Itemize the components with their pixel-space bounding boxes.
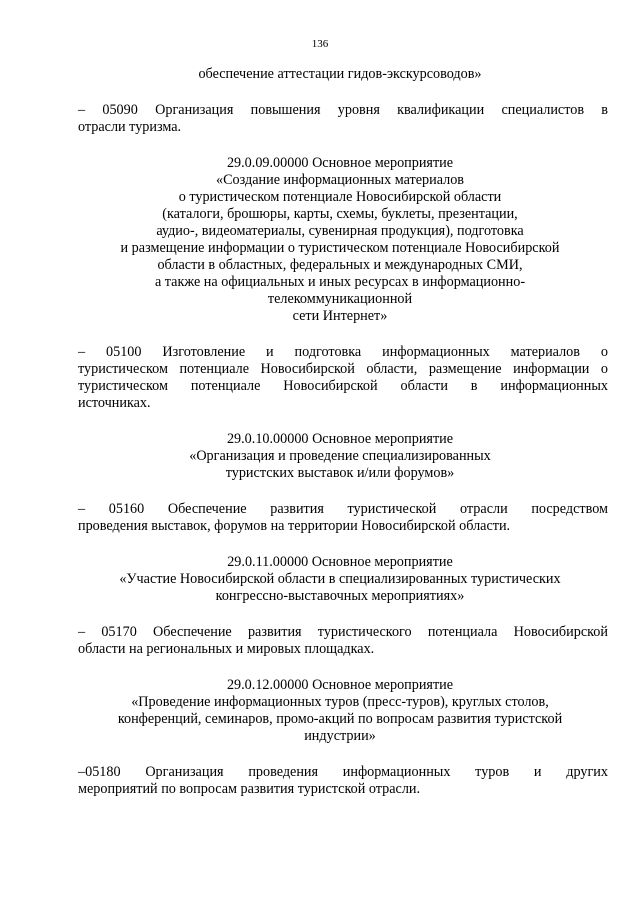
section-title-line: и размещение информации о туристическом потенциале Новосибирской (120, 240, 560, 256)
item-05090-line-1: – 05090 Организация повышения уровня квалификации специалистов в (78, 102, 608, 118)
section-heading-29-0-12: 29.0.12.00000 Основное мероприятие (226, 677, 454, 693)
section-title-line: (каталоги, брошюры, карты, схемы, буклеты, презентации, (162, 206, 518, 222)
section-title-line: области в областных, федеральных и международных СМИ, (157, 257, 523, 273)
section-title-line: индустрии» (304, 728, 376, 744)
section-title-line: телекоммуникационной (267, 291, 413, 307)
item-05100-line-1: – 05100 Изготовление и подготовка информационных материалов о (78, 344, 608, 360)
item-05160-line-2: проведения выставок, форумов на территории Новосибирской области. (78, 518, 511, 534)
section-title-line: конгрессно-выставочных мероприятиях» (215, 588, 465, 604)
section-heading-29-0-11: 29.0.11.00000 Основное мероприятие (227, 554, 453, 570)
page-number: 136 (311, 38, 329, 50)
item-05180-line-2: мероприятий по вопросам развития туристской отрасли. (78, 781, 421, 797)
section-title-line: «Проведение информационных туров (пресс-туров), круглых столов, (131, 694, 549, 710)
item-05100-line-2: туристическом потенциале Новосибирской области, размещение информации о (78, 361, 608, 377)
section-title-line: аудио-, видеоматериалы, сувенирная продукция), подготовка (156, 223, 524, 239)
item-05160-line-1: – 05160 Обеспечение развития туристической отрасли посредством (78, 501, 608, 517)
item-05100-line-4: источниках. (78, 395, 151, 411)
section-title-line: а также на официальных и иных ресурсах в информационно- (154, 274, 526, 290)
section-heading-29-0-10: 29.0.10.00000 Основное мероприятие (226, 431, 454, 447)
item-05090-line-2: отрасли туризма. (78, 119, 182, 135)
section-title-line: конференций, семинаров, промо-акций по вопросам развития туристской (117, 711, 563, 727)
item-05180-line-1: –05180 Организация проведения информационных туров и других (78, 764, 608, 780)
text-line: обеспечение аттестации гидов-экскурсоводов» (198, 66, 482, 82)
section-title-line: «Создание информационных материалов (216, 172, 464, 188)
item-05170-line-2: области на региональных и мировых площадках. (78, 641, 375, 657)
section-title-line: о туристическом потенциале Новосибирской области (178, 189, 502, 205)
item-05170-line-1: – 05170 Обеспечение развития туристического потенциала Новосибирской (78, 624, 608, 640)
section-title-line: сети Интернет» (292, 308, 388, 324)
section-title-line: «Участие Новосибирской области в специализированных туристических (119, 571, 561, 587)
section-title-line: туристских выставок и/или форумов» (225, 465, 455, 481)
item-05100-line-3: туристическом потенциале Новосибирской области в информационных (78, 378, 608, 394)
section-heading-29-0-09: 29.0.09.00000 Основное мероприятие (226, 155, 454, 171)
section-title-line: «Организация и проведение специализированных (189, 448, 491, 464)
